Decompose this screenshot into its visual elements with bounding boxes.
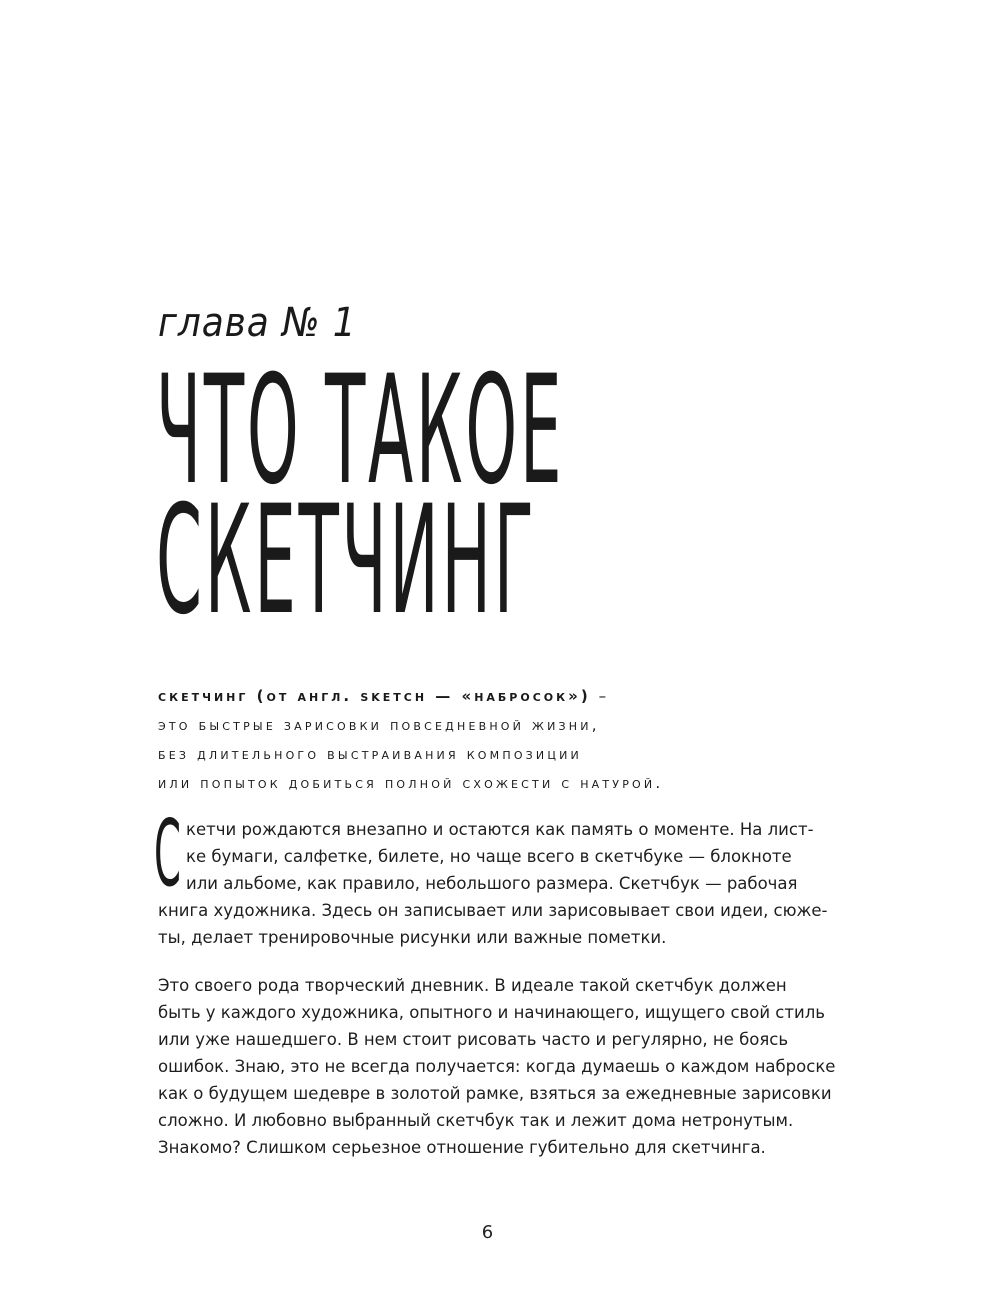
paragraph-line: кетчи рождаются внезапно и остаются как память о моменте. На лист- — [186, 820, 814, 839]
lead-dash: – — [590, 687, 610, 705]
lead-term: скетчинг (от англ. sketch — «набросок») — [158, 687, 591, 705]
page-number: 6 — [481, 1222, 494, 1243]
paragraph-line: или уже нашедшего. В нем стоит рисовать часто и регулярно, не боясь — [158, 1030, 789, 1049]
lead-line-3: без длительного выстраивания композиции — [158, 745, 582, 763]
lead-line-1 — [158, 682, 878, 711]
paragraph-line: книга художника. Здесь он записывает или зарисовывает свои идеи, сюже- — [158, 901, 828, 920]
paragraph-line: или альбоме, как правило, небольшого размера. Скетчбук — рабочая — [186, 874, 798, 893]
chapter-title-line-1: ЧТО ТАКОЕ — [156, 344, 565, 518]
body-paragraph-1 — [158, 816, 828, 951]
paragraph-line: быть у каждого художника, опытного и начинающего, ищущего свой стиль — [158, 1003, 825, 1022]
paragraph-line: Знакомо? Слишком серьезное отношение губительно для скетчинга. — [158, 1138, 766, 1157]
chapter-title-line-2: СКЕТЧИНГ — [156, 474, 537, 648]
paragraph-line: Это своего рода творческий дневник. В идеале такой скетчбук должен — [158, 976, 787, 995]
chapter-title — [156, 344, 565, 648]
paragraph-line: как о будущем шедевре в золотой рамке, взяться за ежедневные зарисовки — [158, 1084, 832, 1103]
lead-line-4: или попыток добиться полной схожести с натурой. — [158, 774, 664, 792]
paragraph-line: ошибок. Знаю, это не всегда получается: когда думаешь о каждом наброске — [158, 1057, 836, 1076]
lead-definition — [158, 682, 878, 798]
chapter-label: глава № 1 — [158, 300, 357, 346]
paragraph-line: сложно. И любовно выбранный скетчбук так и лежит дома нетронутым. — [158, 1111, 794, 1130]
paragraph-line: ке бумаги, салфетке, билете, но чаще всего в скетчбуке — блокноте — [186, 847, 792, 866]
lead-line-2: это быстрые зарисовки повседневной жизни, — [158, 716, 600, 734]
drop-cap: С — [154, 800, 181, 907]
paragraph-line: ты, делает тренировочные рисунки или важные пометки. — [158, 928, 667, 947]
body-paragraph-2 — [158, 972, 836, 1161]
